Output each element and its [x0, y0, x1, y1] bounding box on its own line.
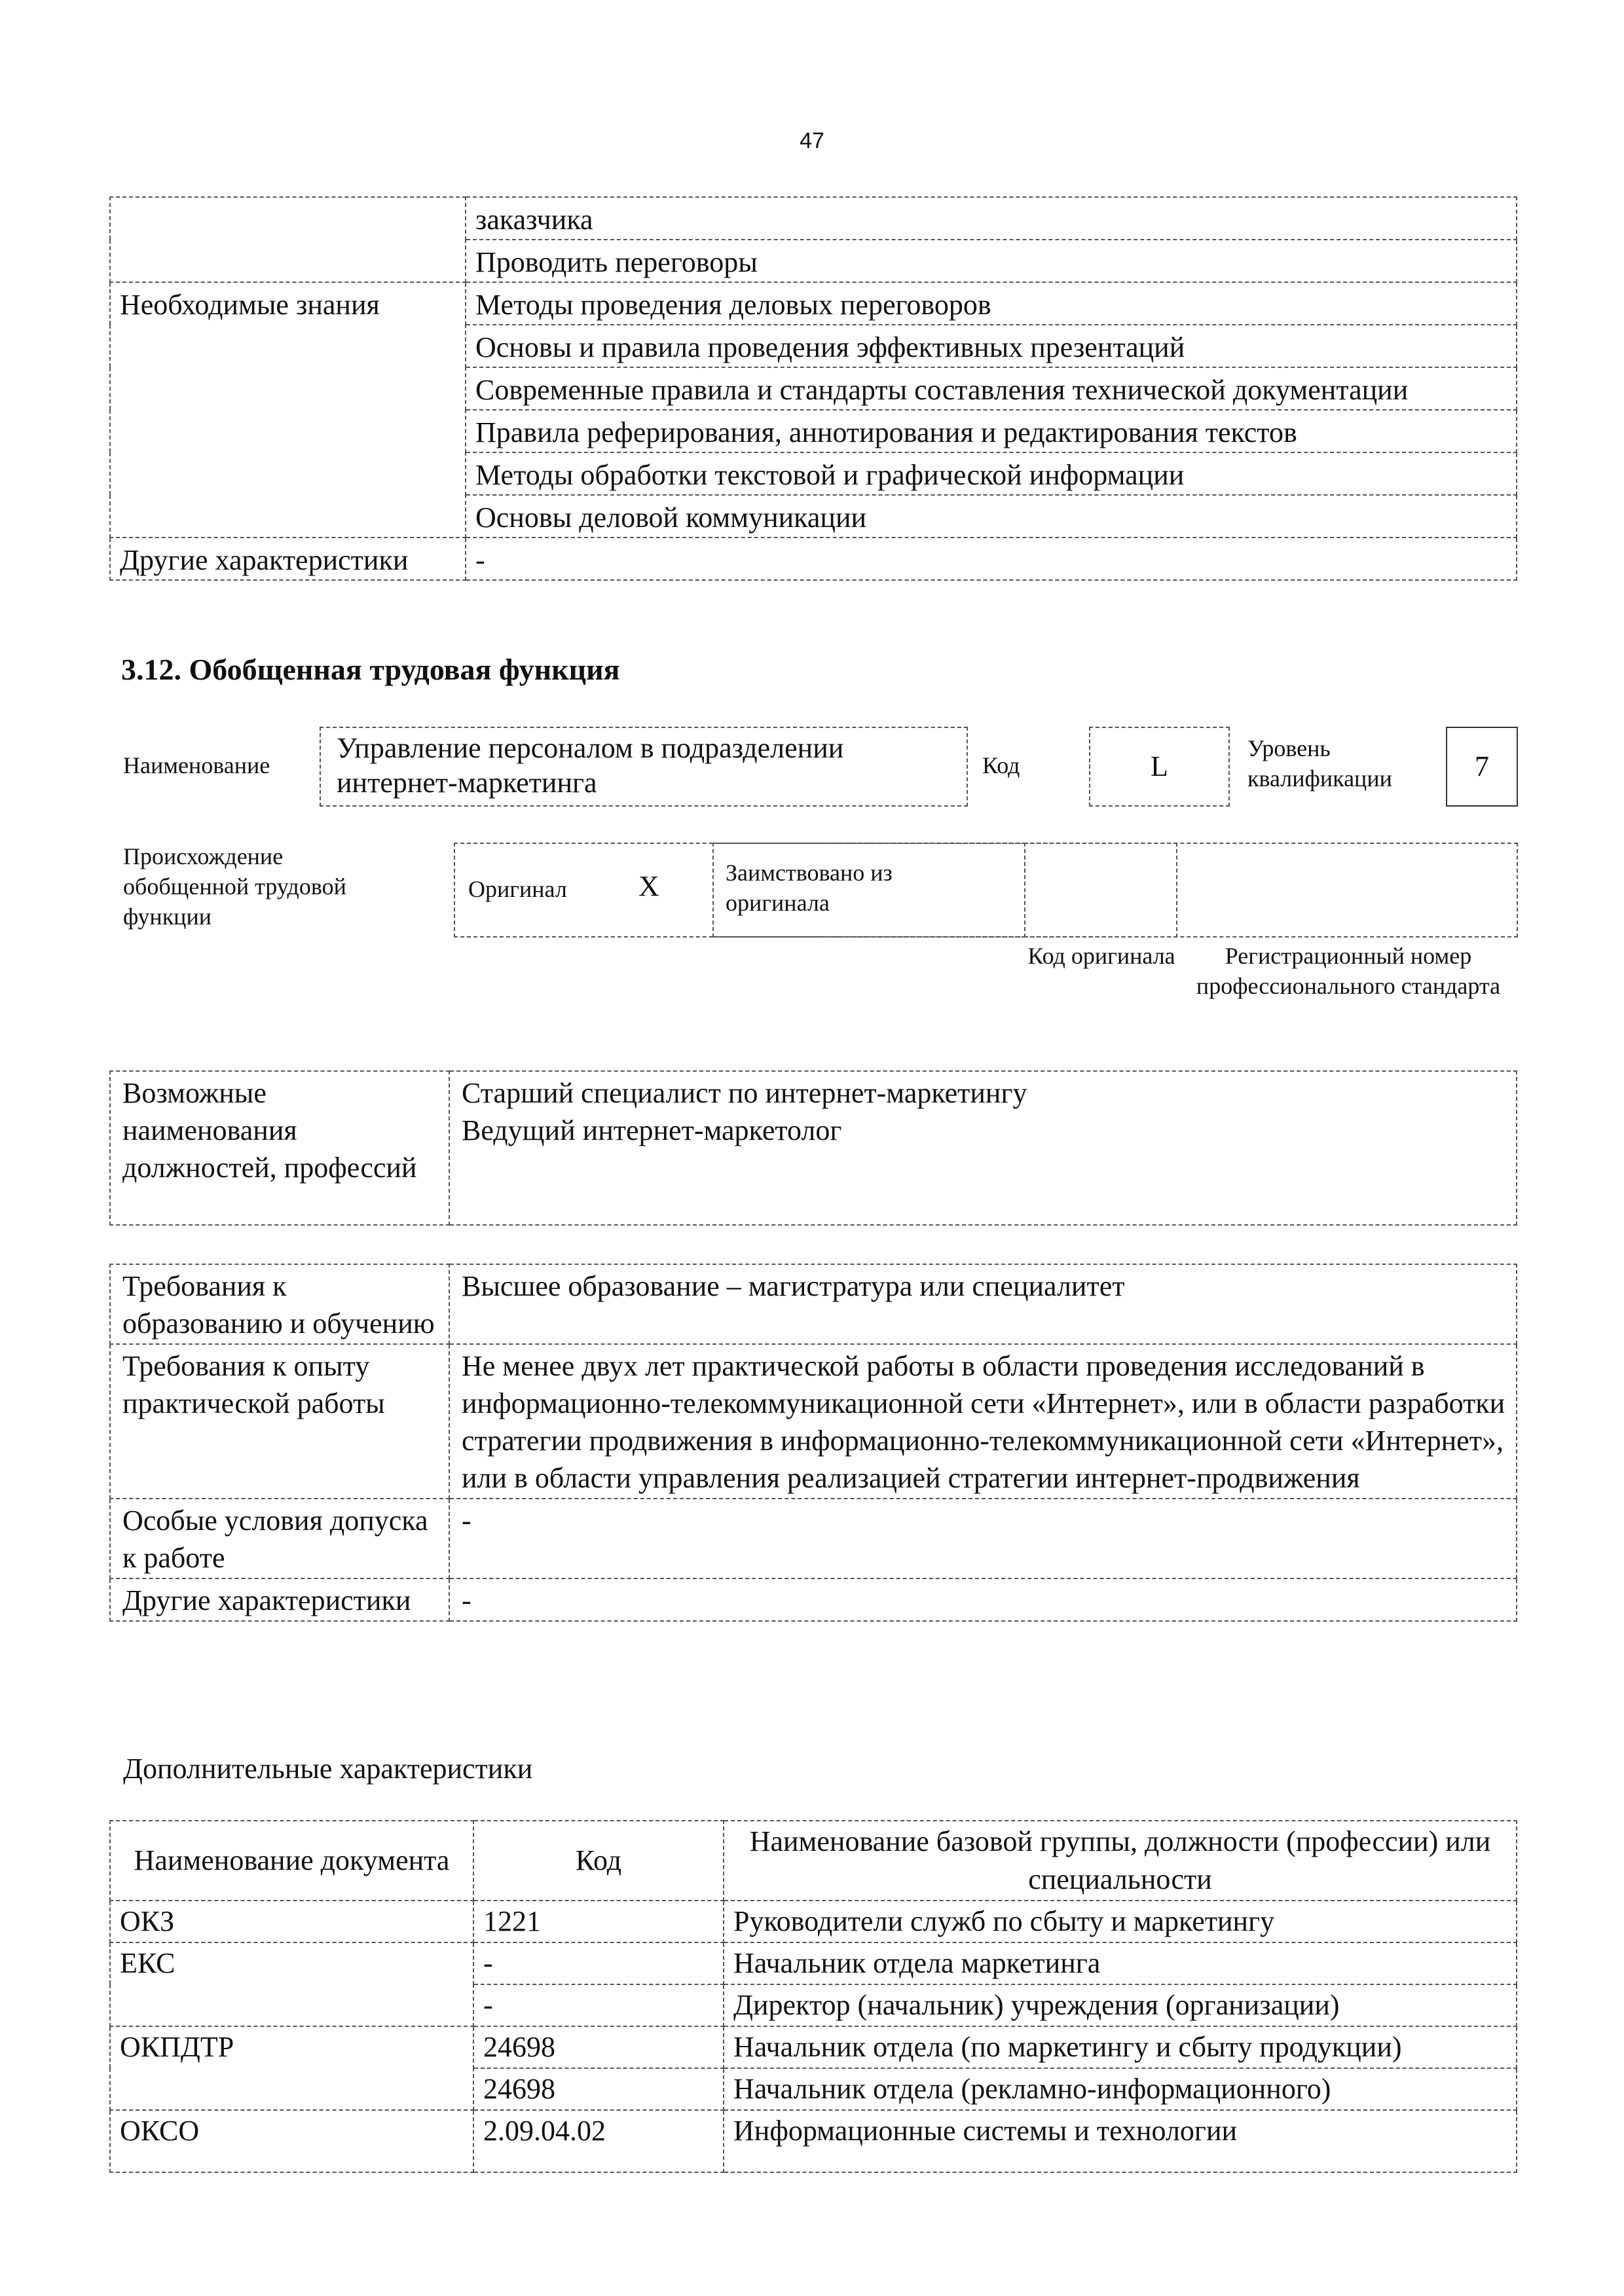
row-value: Методы обработки текстовой и графической информации: [466, 452, 1517, 495]
positions-label: Возможные наименования должностей, профессий: [110, 1071, 449, 1225]
name-value: Управление персоналом в подразделении интернет-маркетинга: [320, 727, 968, 807]
code-cell: 2.09.04.02: [473, 2110, 724, 2172]
positions-table: [109, 1070, 1517, 1226]
borrowed-label: Заимствовано из оригинала: [726, 860, 893, 916]
name-cell: Начальник отдела (рекламно-информационного): [724, 2068, 1517, 2110]
origin-label: Происхождение обобщенной трудовой функции: [123, 843, 346, 930]
table-header-row: [110, 1821, 1517, 1901]
positions-values: [449, 1071, 1517, 1225]
doc-cell: ЕКС: [110, 1942, 473, 2026]
level-value: 7: [1446, 727, 1518, 807]
table-row: [110, 282, 1517, 325]
name-cell: Начальник отдела маркетинга: [724, 1942, 1517, 1984]
extra-table: [109, 1820, 1517, 2173]
table-row: [110, 1942, 1517, 1984]
requirements-table: [109, 1264, 1517, 1622]
row-value: Основы и правила проведения эффективных презентаций: [466, 325, 1517, 367]
table-row: [110, 2026, 1517, 2068]
table-row: [110, 1264, 1517, 1344]
code-cell: -: [473, 1984, 724, 2026]
name-label: Наименование: [123, 752, 270, 778]
row-label: [110, 197, 466, 282]
code-label: Код: [982, 752, 1020, 778]
row-value: Основы деловой коммуникации: [466, 495, 1517, 538]
row-value: -: [466, 538, 1517, 580]
name-cell: Информационные системы и технологии: [724, 2110, 1517, 2172]
extra-title: Дополнительные характеристики: [123, 1753, 533, 1785]
continuation-table: [109, 196, 1517, 581]
reg-number-caption: Регистрационный номер профессионального стандарта: [1196, 943, 1501, 999]
req-value: Высшее образование – магистратура или специалитет: [449, 1264, 1517, 1344]
req-value: -: [449, 1499, 1517, 1578]
table-row: [110, 1344, 1517, 1499]
col-header: Наименование базовой группы, должности (профессии) или специальности: [724, 1821, 1517, 1901]
row-value: Современные правила и стандарты составления технической документации: [466, 367, 1517, 410]
name-cell: Директор (начальник) учреждения (организации): [724, 1984, 1517, 2026]
position-item: Ведущий интернет-маркетолог: [462, 1114, 842, 1146]
code-cell: 24698: [473, 2068, 724, 2110]
row-value: Методы проведения деловых переговоров: [466, 282, 1517, 325]
req-label: Требования к образованию и обучению: [110, 1264, 449, 1344]
table-row: [110, 1578, 1517, 1621]
code-original-caption: Код оригинала: [1027, 943, 1175, 969]
table-row: [110, 2110, 1517, 2172]
table-row: [110, 197, 1517, 240]
original-mark: X: [638, 870, 659, 902]
doc-cell: ОКСО: [110, 2110, 473, 2172]
section-heading: 3.12. Обобщенная трудовая функция: [121, 653, 620, 686]
position-item: Старший специалист по интернет-маркетингу: [462, 1077, 1027, 1109]
level-label: Уровень квалификации: [1247, 735, 1392, 792]
page-number: 47: [800, 128, 824, 153]
col-header: Код: [473, 1821, 724, 1901]
original-label: Оригинал: [468, 876, 567, 902]
table-row: [110, 1499, 1517, 1578]
code-cell: 24698: [473, 2026, 724, 2068]
code-cell: -: [473, 1942, 724, 1984]
code-cell: 1221: [473, 1901, 724, 1942]
doc-cell: ОКПДТР: [110, 2026, 473, 2110]
name-cell: Начальник отдела (по маркетингу и сбыту продукции): [724, 2026, 1517, 2068]
table-row: [110, 538, 1517, 580]
row-value: Правила реферирования, аннотирования и редактирования текстов: [466, 410, 1517, 452]
code-value: L: [1089, 727, 1230, 807]
req-label: Требования к опыту практической работы: [110, 1344, 449, 1499]
code-original-cell: [1024, 843, 1177, 938]
req-value: Не менее двух лет практической работы в области проведения исследований в информационно-телекоммуникационной сети «Интернет», или в области разработки стратегии продвижения в информационно-телекоммуникационной сети «Интернет», или в области управления реализацией стратегии интернет-продвижения: [449, 1344, 1517, 1499]
col-header: Наименование документа: [110, 1821, 473, 1901]
table-row: [110, 1901, 1517, 1942]
row-value: заказчика: [466, 197, 1517, 240]
req-label: Особые условия допуска к работе: [110, 1499, 449, 1578]
row-label: Другие характеристики: [110, 538, 466, 580]
doc-cell: ОКЗ: [110, 1901, 473, 1942]
row-value: Проводить переговоры: [466, 240, 1517, 282]
name-cell: Руководители служб по сбыту и маркетингу: [724, 1901, 1517, 1942]
table-row: [110, 1071, 1517, 1225]
req-value: -: [449, 1578, 1517, 1621]
req-label: Другие характеристики: [110, 1578, 449, 1621]
row-label: Необходимые знания: [110, 282, 466, 538]
